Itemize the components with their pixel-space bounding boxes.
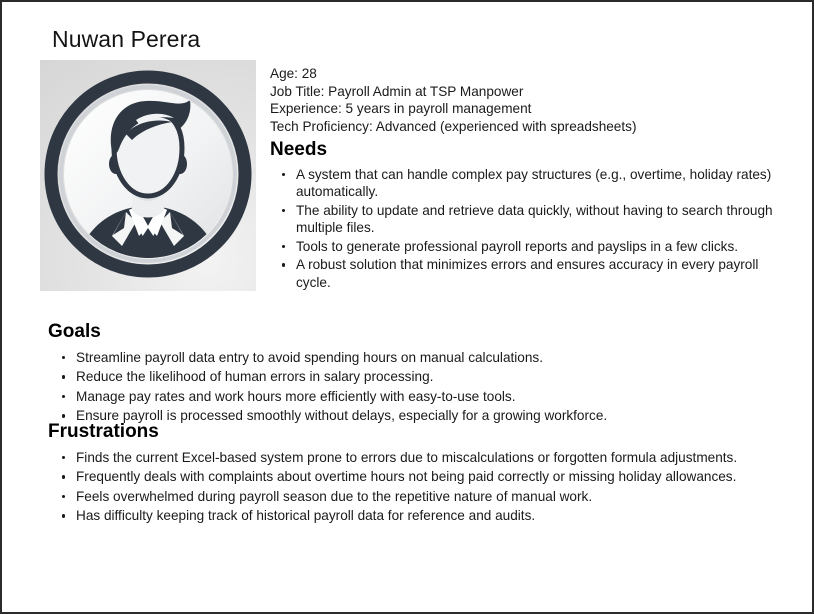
avatar bbox=[40, 60, 256, 291]
list-item: A system that can handle complex pay structures (e.g., overtime, holiday rates) automatically. bbox=[296, 166, 790, 201]
detail-job-title: Job Title: Payroll Admin at TSP Manpower bbox=[270, 83, 524, 99]
needs-section bbox=[270, 138, 790, 292]
list-item: Feels overwhelmed during payroll season due to the repetitive nature of manual work. bbox=[76, 488, 778, 506]
list-item: A robust solution that minimizes errors and ensures accuracy in every payroll cycle. bbox=[296, 256, 790, 291]
list-item: Tools to generate professional payroll reports and payslips in a few clicks. bbox=[296, 238, 790, 256]
list-item: Ensure payroll is processed smoothly without delays, especially for a growing workforce. bbox=[76, 407, 778, 425]
persona-details bbox=[270, 65, 780, 135]
list-item: Has difficulty keeping track of historical payroll data for reference and audits. bbox=[76, 507, 778, 525]
list-item: Manage pay rates and work hours more efficiently with easy-to-use tools. bbox=[76, 388, 778, 406]
list-item: Finds the current Excel-based system prone to errors due to miscalculations or forgotten formula adjustments. bbox=[76, 449, 778, 467]
frustrations-heading: Frustrations bbox=[48, 421, 159, 442]
goals-section bbox=[48, 320, 778, 427]
page-title: Nuwan Perera bbox=[52, 26, 201, 52]
list-item: Streamline payroll data entry to avoid spending hours on manual calculations. bbox=[76, 349, 778, 367]
business-person-avatar-icon bbox=[40, 60, 256, 291]
detail-experience: Experience: 5 years in payroll management bbox=[270, 101, 532, 117]
needs-list bbox=[270, 166, 790, 292]
needs-heading: Needs bbox=[270, 139, 328, 160]
detail-age: Age: 28 bbox=[270, 66, 317, 81]
frustrations-section bbox=[48, 420, 778, 527]
list-item: The ability to update and retrieve data quickly, without having to search through multiple files. bbox=[296, 202, 790, 237]
list-item: Frequently deals with complaints about overtime hours not being paid correctly or missing holiday allowances. bbox=[76, 468, 778, 486]
list-item: Reduce the likelihood of human errors in salary processing. bbox=[76, 368, 778, 386]
detail-tech-proficiency: Tech Proficiency: Advanced (experienced with spreadsheets) bbox=[270, 118, 637, 134]
goals-heading: Goals bbox=[48, 321, 101, 342]
goals-list bbox=[48, 349, 778, 425]
frustrations-list bbox=[48, 449, 778, 525]
